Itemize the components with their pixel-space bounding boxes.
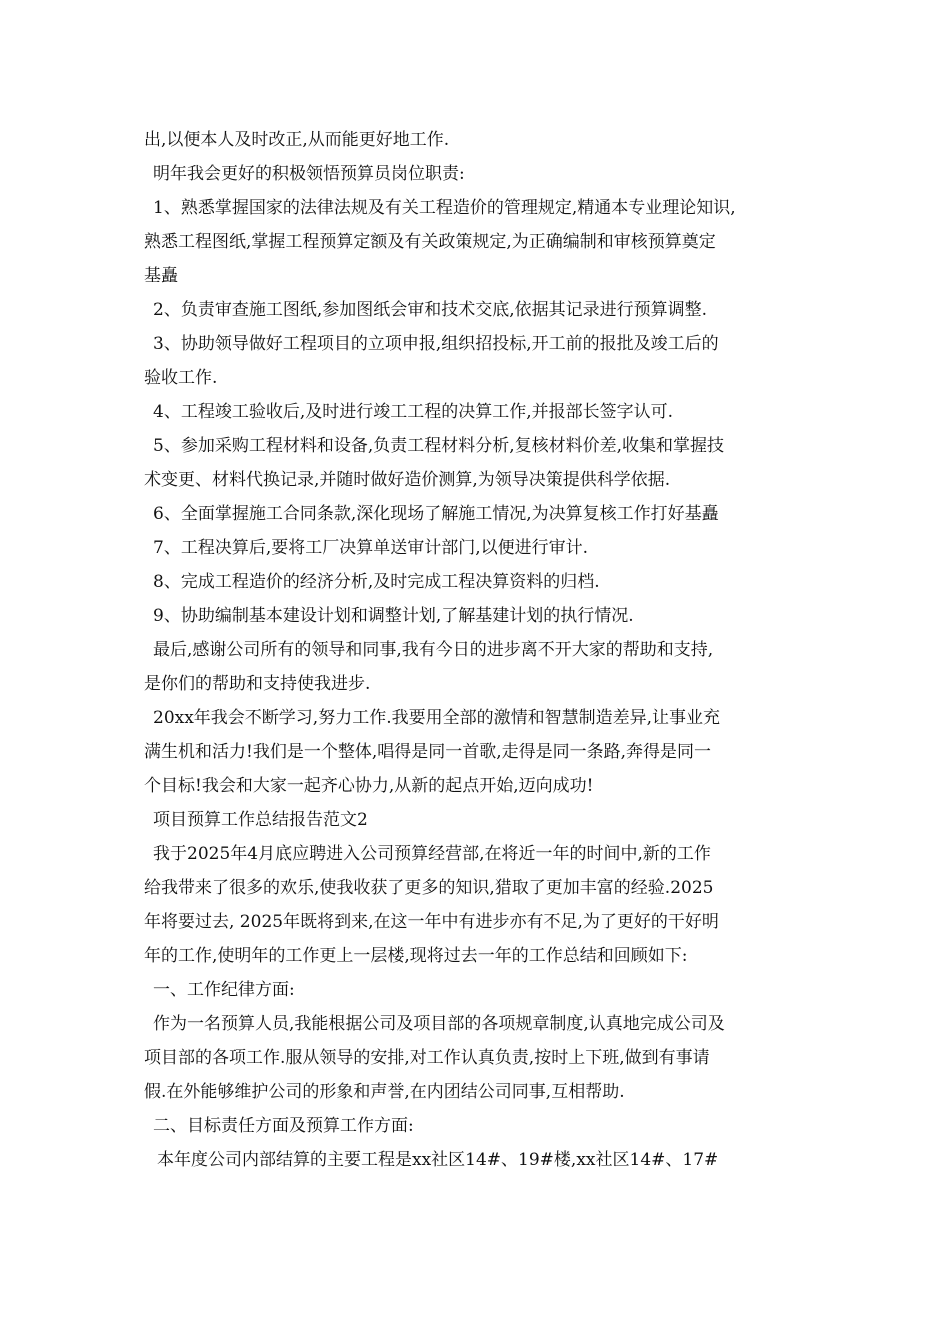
paragraph-line: 明年我会更好的积极领悟预算员岗位职责: (153, 164, 465, 184)
list-item: 5、参加采购工程材料和设备,负责工程材料分析,复核材料价差,收集和掌握技 (153, 436, 725, 456)
paragraph-line: 术变更、材料代换记录,并随时做好造价测算,为领导决策提供科学依据. (144, 470, 671, 490)
section-heading: 一、工作纪律方面: (153, 980, 295, 1000)
document-body (144, 123, 819, 1177)
section-heading: 二、目标责任方面及预算工作方面: (153, 1116, 414, 1136)
paragraph-line: 最后,感谢公司所有的领导和同事,我有今日的进步离不开大家的帮助和支持, (153, 640, 714, 660)
paragraph-line: 年将要过去, 2025年既将到来,在这一年中有进步亦有不足,为了更好的干好明 (144, 912, 719, 932)
list-item: 6、全面掌握施工合同条款,深化现场了解施工情况,为决算复核工作打好基矗 (153, 504, 719, 524)
paragraph-line: 是你们的帮助和支持使我进步. (144, 674, 371, 694)
list-item: 3、协助领导做好工程项目的立项申报,组织招投标,开工前的报批及竣工后的 (153, 334, 719, 354)
section-heading: 项目预算工作总结报告范文2 (153, 810, 368, 830)
paragraph-line: 个目标!我会和大家一起齐心协力,从新的起点开始,迈向成功! (144, 776, 594, 796)
list-item: 8、完成工程造价的经济分析,及时完成工程决算资料的归档. (153, 572, 600, 592)
list-item: 4、工程竣工验收后,及时进行竣工工程的决算工作,并报部长签字认可. (153, 402, 674, 422)
paragraph-line: 基矗 (144, 266, 178, 286)
paragraph-line: 项目部的各项工作.服从领导的安排,对工作认真负责,按时上下班,做到有事请 (144, 1048, 710, 1068)
paragraph-line: 年的工作,使明年的工作更上一层楼,现将过去一年的工作总结和回顾如下: (144, 946, 688, 966)
paragraph-line: 本年度公司内部结算的主要工程是xx社区14#、19#楼,xx社区14#、17# (157, 1150, 719, 1170)
paragraph-line: 满生机和活力!我们是一个整体,唱得是同一首歌,走得是同一条路,奔得是同一 (144, 742, 712, 762)
list-item: 9、协助编制基本建设计划和调整计划,了解基建计划的执行情况. (153, 606, 634, 626)
paragraph-line: 20xx年我会不断学习,努力工作.我要用全部的激情和智慧制造差异,让事业充 (153, 708, 721, 728)
paragraph-line: 熟悉工程图纸,掌握工程预算定额及有关政策规定,为正确编制和审核预算奠定 (144, 232, 716, 252)
paragraph-line: 给我带来了很多的欢乐,使我收获了更多的知识,猎取了更加丰富的经验.2025 (144, 878, 714, 898)
paragraph-line: 出,以便本人及时改正,从而能更好地工作. (144, 130, 450, 150)
list-item: 7、工程决算后,要将工厂决算单送审计部门,以便进行审计. (153, 538, 589, 558)
list-item: 2、负责审查施工图纸,参加图纸会审和技术交底,依据其记录进行预算调整. (153, 300, 708, 320)
list-item: 1、熟悉掌握国家的法律法规及有关工程造价的管理规定,精通本专业理论知识, (153, 198, 736, 218)
paragraph-line: 作为一名预算人员,我能根据公司及项目部的各项规章制度,认真地完成公司及 (153, 1014, 725, 1034)
paragraph-line: 我于2025年4月底应聘进入公司预算经营部,在将近一年的时间中,新的工作 (153, 844, 711, 864)
paragraph-line: 假.在外能够维护公司的形象和声誉,在内团结公司同事,互相帮助. (144, 1082, 625, 1102)
paragraph-line: 验收工作. (144, 368, 218, 388)
